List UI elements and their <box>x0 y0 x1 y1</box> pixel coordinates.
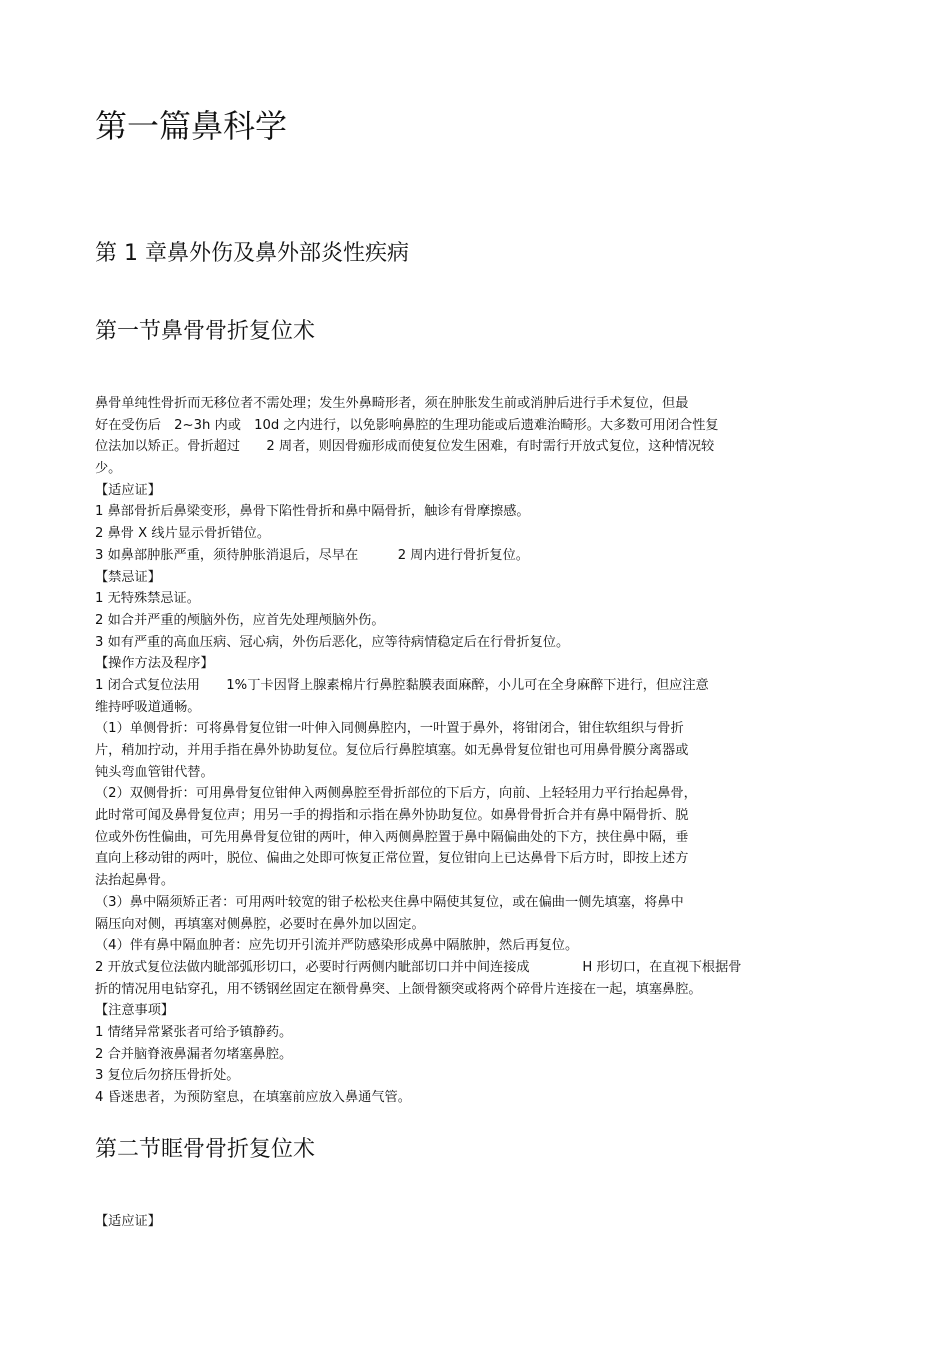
paragraph-line: 鼻骨单纯性骨折而无移位者不需处理；发生外鼻畸形者，须在肿胀发生前或消肿后进行手术复位，但最 <box>95 396 689 411</box>
paragraph-line: 【操作方法及程序】 <box>95 656 214 672</box>
paragraph-line: 1 闭合式复位法用 1%丁卡因肾上腺素棉片行鼻腔黏膜表面麻醉，小儿可在全身麻醉下进行，但应注意 <box>95 677 709 693</box>
paragraph-line: 1 情绪异常紧张者可给予镇静药。 <box>95 1024 293 1040</box>
paragraph-line: 【注意事项】 <box>95 1003 175 1019</box>
paragraph-line: 片，稍加拧动，并用手指在鼻外协助复位。复位后行鼻腔填塞。如无鼻骨复位钳也可用鼻骨膜分离器或 <box>95 743 689 758</box>
paragraph-line: 位法加以矫正。骨折超过 2 周者，则因骨痂形成而使复位发生困难，有时需行开放式复位，这种情况较 <box>95 439 715 455</box>
paragraph-line: 3 复位后勿挤压骨折处。 <box>95 1068 240 1084</box>
part-title: 第一篇鼻科学 <box>95 107 288 145</box>
paragraph-line: 此时常可闻及鼻骨复位声；用另一手的拇指和示指在鼻外协助复位。如鼻骨骨折合并有鼻中隔骨折、脱 <box>95 808 689 824</box>
paragraph-line: 【适应证】 <box>95 482 161 498</box>
paragraph-line: 好在受伤后 2~3h 内或 10d 之内进行，以免影响鼻腔的生理功能或后遗难治畸形。大多数可用闭合性复 <box>95 417 719 433</box>
paragraph-line: 【适应证】 <box>95 1214 161 1229</box>
paragraph-line: 2 合并脑脊液鼻漏者勿堵塞鼻腔。 <box>95 1046 293 1062</box>
section-title-1: 第一节鼻骨骨折复位术 <box>95 319 316 344</box>
paragraph-line: 维持呼吸道通畅。 <box>95 699 201 715</box>
paragraph-line: 少。 <box>95 461 122 477</box>
section-1-body <box>95 393 855 1109</box>
paragraph-line: 2 开放式复位法做内眦部弧形切口，必要时行两侧内眦部切口并中间连接成 H 形切口，在直视下根据骨 <box>95 959 742 975</box>
paragraph-line: 3 如鼻部肿胀严重，须待肿胀消退后，尽早在 2 周内进行骨折复位。 <box>95 547 529 563</box>
paragraph-line: 折的情况用电钻穿孔，用不锈钢丝固定在额骨鼻突、上颌骨额突或将两个碎骨片连接在一起，填塞鼻腔。 <box>95 981 702 997</box>
paragraph-line: 4 昏迷患者，为预防窒息，在填塞前应放入鼻通气管。 <box>95 1090 411 1105</box>
paragraph-line: 1 鼻部骨折后鼻梁变形，鼻骨下陷性骨折和鼻中隔骨折，触诊有骨摩擦感。 <box>95 504 530 520</box>
paragraph-line: 1 无特殊禁忌证。 <box>95 591 200 607</box>
paragraph-line: 直向上移动钳的两叶，脱位、偏曲之处即可恢复正常位置，复位钳向上已达鼻骨下后方时，即按上述方 <box>95 851 689 867</box>
chapter-title: 第 1 章鼻外伤及鼻外部炎性疾病 <box>95 241 409 266</box>
paragraph-line: （3）鼻中隔须矫正者：可用两叶较宽的钳子松松夹住鼻中隔使其复位，或在偏曲一侧先填塞，将鼻中 <box>95 894 684 910</box>
paragraph-line: 2 如合并严重的颅脑外伤，应首先处理颅脑外伤。 <box>95 612 385 628</box>
paragraph-line: 2 鼻骨 X 线片显示骨折错位。 <box>95 526 271 542</box>
paragraph-line: （2）双侧骨折：可用鼻骨复位钳伸入两侧鼻腔至骨折部位的下后方，向前、上轻轻用力平行抬起鼻骨， <box>95 786 697 802</box>
paragraph-line: 隔压向对侧，再填塞对侧鼻腔，必要时在鼻外加以固定。 <box>95 916 425 932</box>
paragraph-line: 位或外伤性偏曲，可先用鼻骨复位钳的两叶，伸入两侧鼻腔置于鼻中隔偏曲处的下方，挟住鼻中隔，垂 <box>95 829 689 845</box>
paragraph-line: 3 如有严重的高血压病、冠心病，外伤后恶化，应等待病情稳定后在行骨折复位。 <box>95 634 570 650</box>
paragraph-line: 钝头弯血管钳代替。 <box>95 764 214 780</box>
paragraph-line: （4）伴有鼻中隔血肿者：应先切开引流并严防感染形成鼻中隔脓肿，然后再复位。 <box>95 938 579 954</box>
paragraph-line: （1）单侧骨折：可将鼻骨复位钳一叶伸入同侧鼻腔内，一叶置于鼻外，将钳闭合，钳住软组织与骨折 <box>95 721 684 737</box>
section-2-body <box>95 1211 161 1233</box>
paragraph-line: 【禁忌证】 <box>95 569 161 585</box>
section-title-2: 第二节眶骨骨折复位术 <box>95 1137 316 1162</box>
paragraph-line: 法抬起鼻骨。 <box>95 873 175 889</box>
